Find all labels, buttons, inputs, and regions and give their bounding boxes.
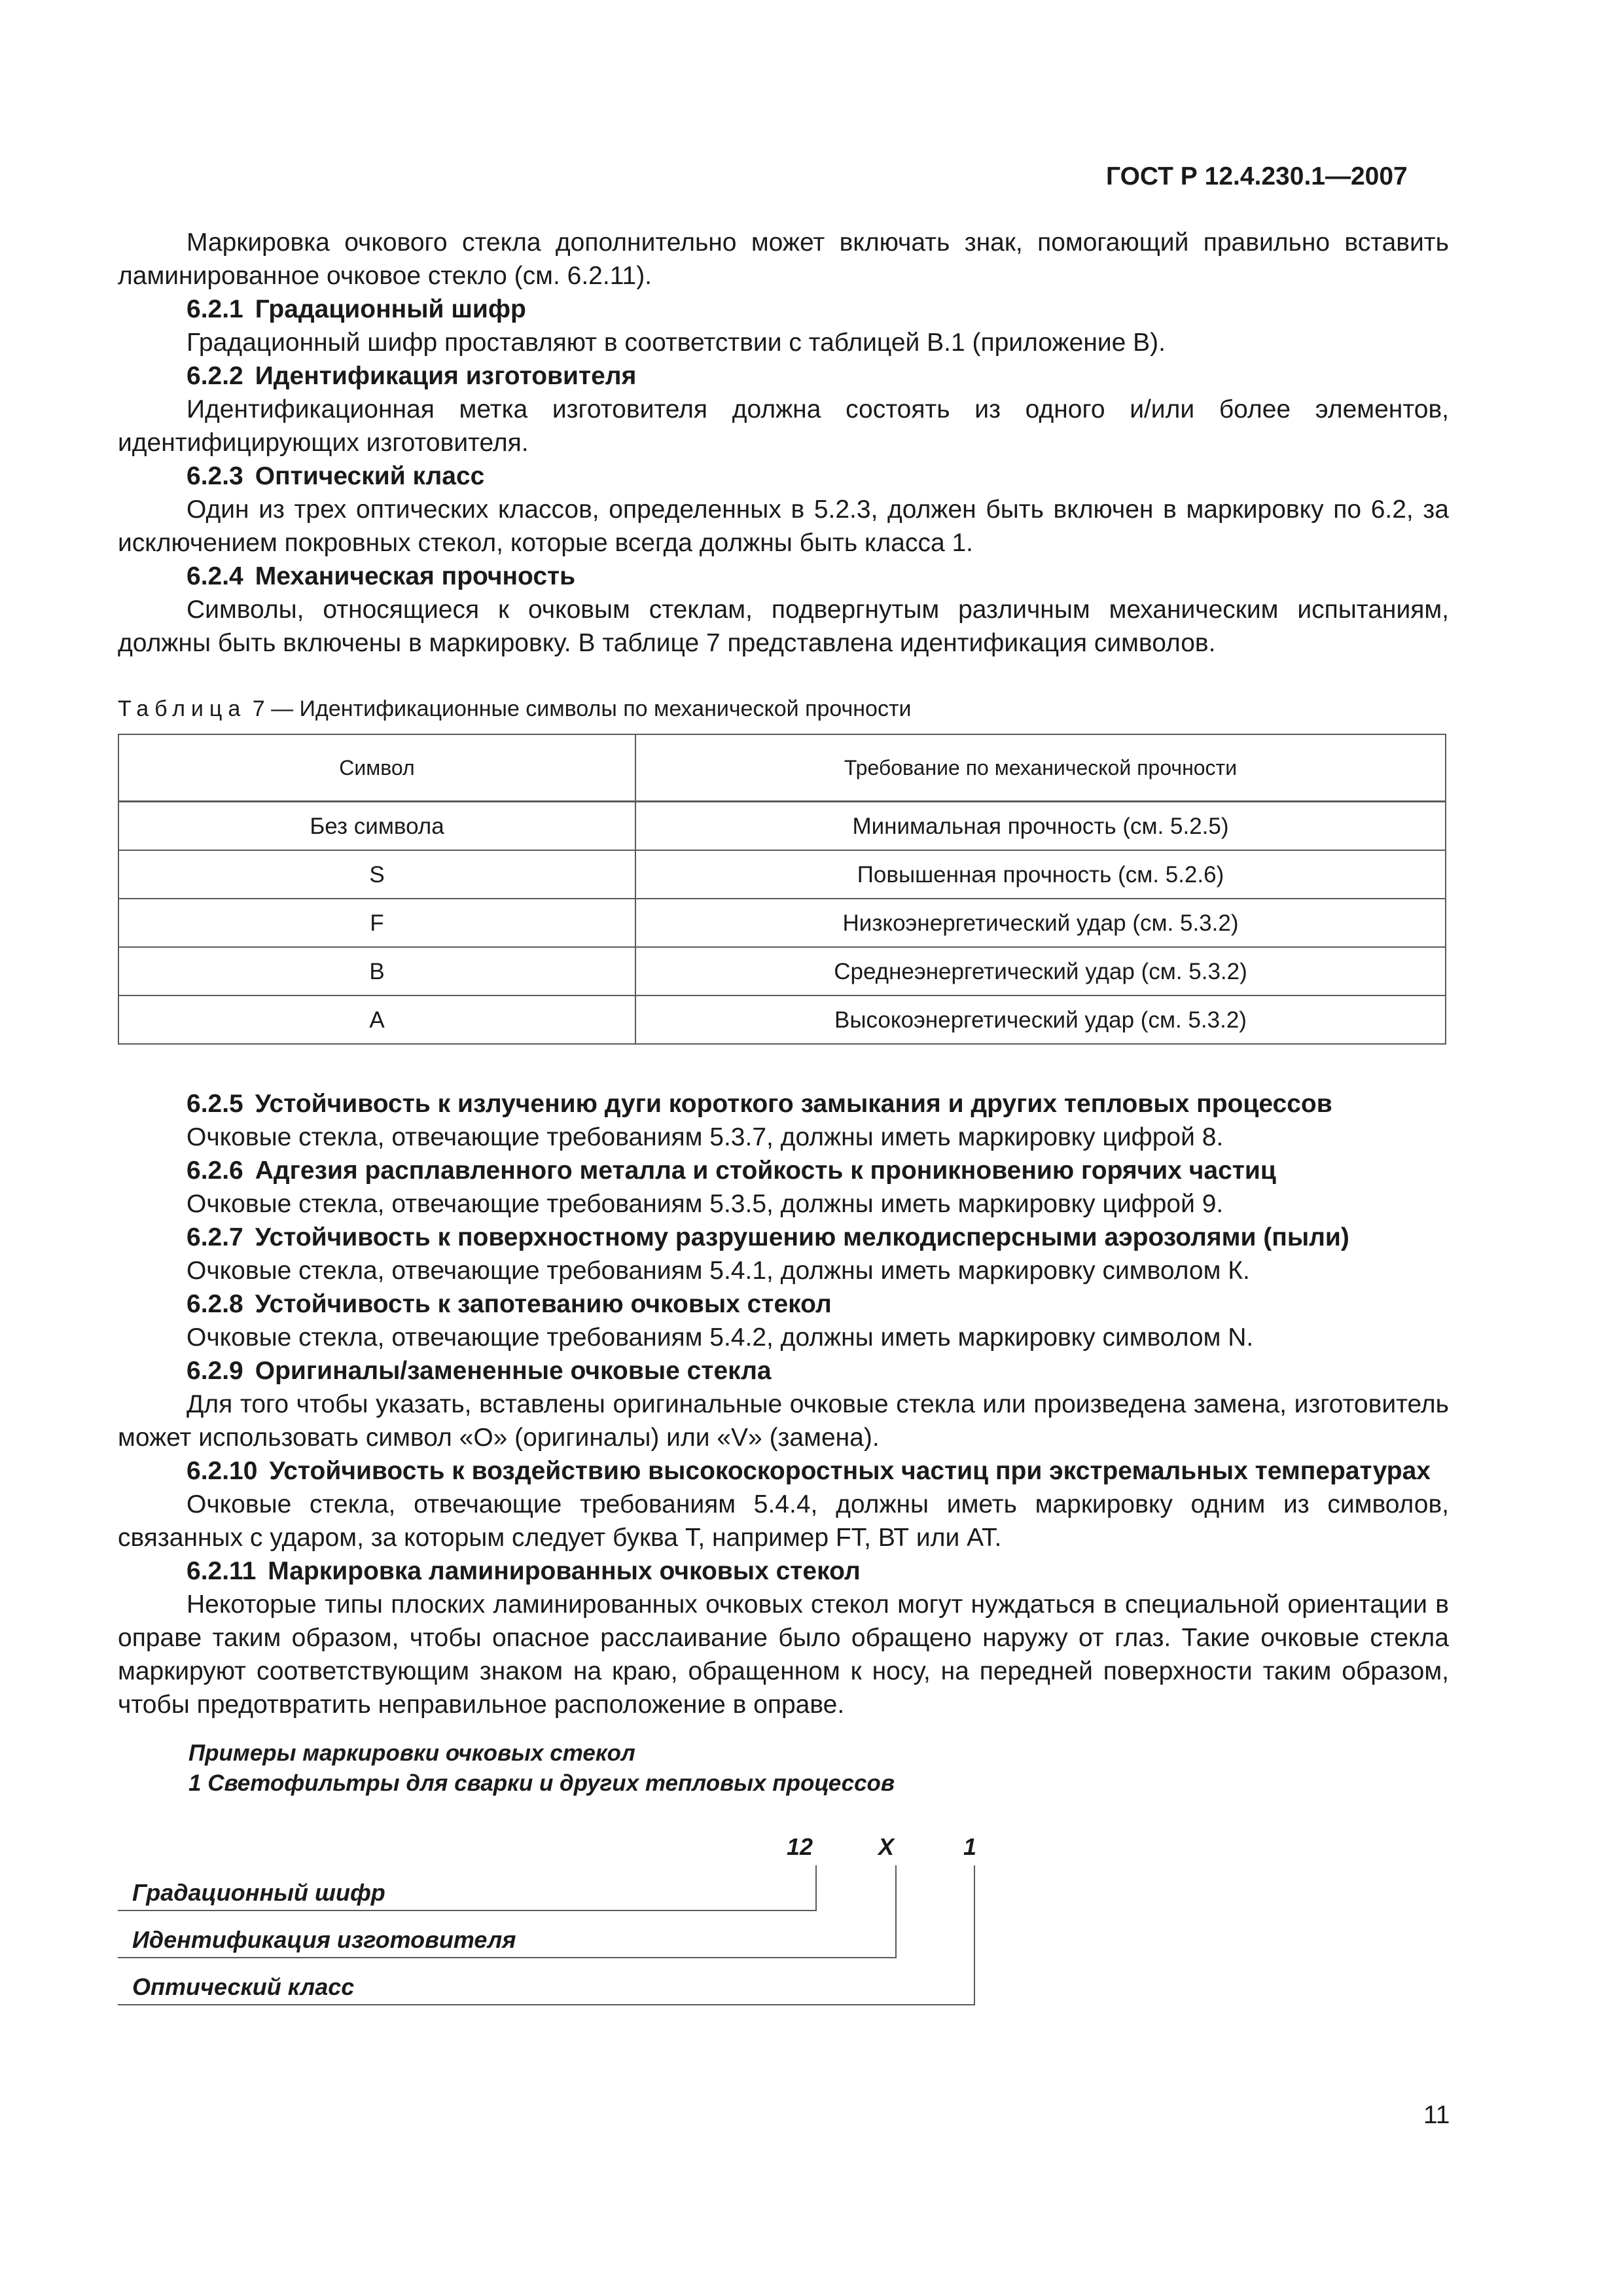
- section-text: Градационный шифр проставляют в соответствии с таблицей В.1 (приложение В).: [187, 329, 1166, 357]
- table-cell: Низкоэнергетический удар (см. 5.3.2): [635, 899, 1446, 947]
- leader-line-shade-vertical: [815, 1865, 817, 1911]
- table-cell: S: [118, 850, 635, 899]
- standard-header: ГОСТ Р 12.4.230.1—2007: [1106, 162, 1408, 190]
- section-6-2-4: [118, 560, 1449, 660]
- table-header-cell: Требование по механической прочности: [635, 734, 1446, 802]
- leader-line-optical-class-vertical: [974, 1865, 975, 2005]
- table-cell: F: [118, 899, 635, 947]
- examples-block: [118, 1738, 1449, 1799]
- marking-label-shade: Градационный шифр: [132, 1879, 385, 1906]
- section-6-2-10: [118, 1454, 1449, 1554]
- section-6-2-11: [118, 1554, 1449, 1721]
- section-6-2-7: [118, 1221, 1449, 1287]
- leader-line-shade: [118, 1910, 817, 1911]
- section-heading: 6.2.2 Идентификация изготовителя: [187, 362, 637, 390]
- marking-code-optical-class: 1: [963, 1833, 977, 1860]
- table-cell: Минимальная прочность (см. 5.2.5): [635, 802, 1446, 851]
- section-6-2-1: [118, 293, 1449, 359]
- document-body: [118, 226, 1449, 2021]
- marking-code-shade: 12: [787, 1833, 813, 1860]
- leader-line-optical-class: [118, 2004, 975, 2005]
- table-cell: Высокоэнергетический удар (см. 5.3.2): [635, 996, 1446, 1044]
- section-text: Для того чтобы указать, вставлены оригинальные очковые стекла или произведена замена, изготовитель может использовать символ «О» (оригиналы) или «V» (замена).: [118, 1390, 1449, 1452]
- table-row: [118, 996, 1446, 1044]
- examples-subtitle: 1 Светофильтры для сварки и других тепловых процессов: [188, 1770, 895, 1796]
- section-heading: 6.2.10 Устойчивость к воздействию высокоскоростных частиц при экстремальных температурах: [187, 1457, 1431, 1485]
- section-6-2-5: [118, 1087, 1449, 1154]
- table-row: [118, 899, 1446, 947]
- table-row: [118, 850, 1446, 899]
- marking-label-manufacturer: Идентификация изготовителя: [132, 1926, 516, 1953]
- section-heading: 6.2.8 Устойчивость к запотеванию очковых стекол: [187, 1290, 832, 1318]
- intro-paragraph: Маркировка очкового стекла дополнительно может включать знак, помогающий правильно вставить ламинированное очковое стекло (см. 6.2.11).: [118, 228, 1449, 290]
- mechanical-strength-table: [118, 734, 1446, 1045]
- section-text: Очковые стекла, отвечающие требованиям 5.4.2, должны иметь маркировку символом N.: [187, 1323, 1254, 1352]
- page-number: 11: [1423, 2101, 1450, 2129]
- section-text: Некоторые типы плоских ламинированных очковых стекол могут нуждаться в специальной ориентации в оправе таким образом, чтобы опасное расслаивание было обращено наружу от глаз. Такие очковые стекла маркируют соответствующим знаком на краю, обращенном к носу, на передней поверхности таким образом, чтобы предотвратить неправильное расположение в оправе.: [118, 1590, 1449, 1719]
- table-cell: A: [118, 996, 635, 1044]
- section-heading: 6.2.5 Устойчивость к излучению дуги короткого замыкания и других тепловых процессов: [187, 1090, 1332, 1118]
- section-text: Очковые стекла, отвечающие требованиям 5.4.1, должны иметь маркировку символом К.: [187, 1257, 1250, 1285]
- section-text: Идентификационная метка изготовителя должна состоять из одного и/или более элементов, идентифицирующих изготовителя.: [118, 395, 1449, 457]
- section-text: Один из трех оптических классов, определенных в 5.2.3, должен быть включен в маркировку по 6.2, за исключением покровных стекол, которые всегда должны быть класса 1.: [118, 495, 1449, 557]
- marking-code-manufacturer: X: [878, 1833, 895, 1860]
- table-cell: B: [118, 947, 635, 996]
- table-cell: Без символа: [118, 802, 635, 851]
- table-caption: Таблица 7 — Идентификационные символы по механической прочности: [118, 696, 912, 721]
- table-row: [118, 947, 1446, 996]
- section-heading: 6.2.1 Градационный шифр: [187, 295, 526, 323]
- section-heading: 6.2.9 Оригиналы/замененные очковые стекла: [187, 1357, 772, 1385]
- section-text: Очковые стекла, отвечающие требованиям 5.3.7, должны иметь маркировку цифрой 8.: [187, 1123, 1224, 1151]
- section-heading: 6.2.7 Устойчивость к поверхностному разрушению мелкодисперсными аэрозолями (пыли): [187, 1223, 1349, 1251]
- section-text: Символы, относящиеся к очковым стеклам, подвергнутым различным механическим испытаниям, должны быть включены в маркировку. В таблице 7 представлена идентификация символов.: [118, 596, 1449, 657]
- marking-diagram: [118, 1812, 1449, 2021]
- marking-label-optical-class: Оптический класс: [132, 1973, 355, 2000]
- examples-title: Примеры маркировки очковых стекол: [188, 1740, 635, 1766]
- section-heading: 6.2.6 Адгезия расплавленного металла и стойкость к проникновению горячих частиц: [187, 1157, 1276, 1185]
- section-text: Очковые стекла, отвечающие требованиям 5.3.5, должны иметь маркировку цифрой 9.: [187, 1190, 1224, 1218]
- leader-line-manufacturer-vertical: [895, 1865, 897, 1958]
- section-heading: 6.2.3 Оптический класс: [187, 462, 485, 490]
- section-text: Очковые стекла, отвечающие требованиям 5.4.4, должны иметь маркировку одним из символов, связанных с ударом, за которым следует буква Т, например FT, ВТ или АТ.: [118, 1490, 1449, 1552]
- table-cell: Повышенная прочность (см. 5.2.6): [635, 850, 1446, 899]
- table-header-row: [118, 734, 1446, 802]
- section-6-2-3: [118, 459, 1449, 560]
- section-heading: 6.2.11 Маркировка ламинированных очковых стекол: [187, 1557, 861, 1585]
- leader-line-manufacturer: [118, 1957, 897, 1958]
- section-6-2-6: [118, 1154, 1449, 1221]
- table-cell: Среднеэнергетический удар (см. 5.3.2): [635, 947, 1446, 996]
- section-heading: 6.2.4 Механическая прочность: [187, 562, 576, 590]
- table-row: [118, 802, 1446, 851]
- section-6-2-9: [118, 1354, 1449, 1454]
- table-header-cell: Символ: [118, 734, 635, 802]
- section-6-2-8: [118, 1287, 1449, 1354]
- section-6-2-2: [118, 359, 1449, 459]
